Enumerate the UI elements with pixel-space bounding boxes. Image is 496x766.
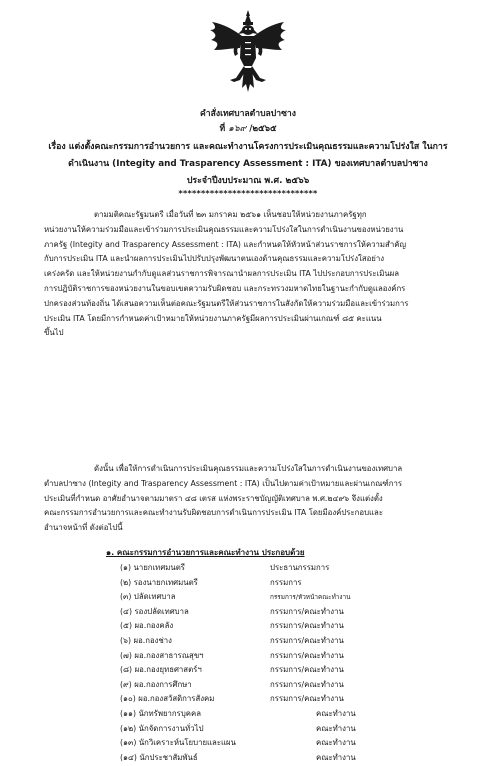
member-position: (๕) ผอ.กองคลัง <box>120 621 174 631</box>
order-number-year: /๒๕๖๕ <box>249 124 277 134</box>
committee-list <box>120 562 460 766</box>
member-role: กรรมการ <box>270 577 302 587</box>
member-position: (๑๒) นักจัดการงานทั่วไป <box>120 723 204 733</box>
list-item <box>120 679 460 694</box>
member-position: (๑๓) นักวิเคราะห์นโยบายและแผน <box>120 738 236 748</box>
member-role: กรรมการ/คณะทำงาน <box>270 635 344 645</box>
order-title: คำสั่งเทศบาลตำบลปาซาง <box>200 109 296 119</box>
member-role: คณะทำงาน <box>316 752 356 762</box>
member-role: คณะทำงาน <box>316 723 356 733</box>
member-position: (๔) รองปลัดเทศบาล <box>120 606 189 616</box>
list-item <box>120 664 460 679</box>
member-position: (๙) ผอ.กองการศึกษา <box>120 679 192 689</box>
member-position: (๘) ผอ.กองยุทธศาสตร์ฯ <box>120 665 202 675</box>
paragraph-line: ประเมินที่กำหนด อาศัยอำนาจตามมาตรา ๔๘ เตรส แห่งพระราชบัญญัติเทศบาล พ.ศ.๒๔๙๖ จึงแต่งตั้ง <box>44 493 383 503</box>
member-position: (๑๔) นักประชาสัมพันธ์ <box>120 752 198 762</box>
member-role: กรรมการ/คณะทำงาน <box>270 621 344 631</box>
paragraph-line: ขึ้นไป <box>44 328 64 338</box>
paragraph-line: กับการประเมิน ITA และนำผลการประเมินไปปรับปรุงพัฒนาตนเองด้านคุณธรรมและความโปร่งใสอย่าง <box>44 254 385 264</box>
member-position: (๒) รองนายกเทศมนตรี <box>120 577 198 587</box>
paragraph-line: ดังนั้น เพื่อให้การดำเนินการประเมินคุณธรรมและความโปร่งใสในการดำเนินงานของเทศบาล <box>94 464 403 473</box>
paragraph-line: ประเมิน ITA โดยมีการกำหนดค่าเป้าหมายให้หน่วยงานภาครัฐมีผลการประเมินผ่านเกณฑ์ ๘๕ คะแนน <box>44 313 382 323</box>
list-item <box>120 591 460 606</box>
paragraph-cabinet-resolution <box>44 208 464 341</box>
member-role: กรรมการ/คณะทำงาน <box>270 650 344 660</box>
paragraph-line: ตามมติคณะรัฐมนตรี เมื่อวันที่ ๒๓ มกราคม ๒๕๖๑ เห็นชอบให้หน่วยงานภาครัฐทุก <box>94 210 367 219</box>
member-position: (๓) ปลัดเทศบาล <box>120 592 176 602</box>
list-item <box>120 562 460 577</box>
member-role: กรรมการ/คณะทำงาน <box>270 694 344 704</box>
paragraph-line: คณะกรรมการอำนวยการและคณะทำงานรับผิดชอบการดำเนินการประเมิน ITA โดยมีองค์ประกอบและ <box>44 508 384 518</box>
order-number-handwritten: ๑๖๙ <box>228 124 247 134</box>
paragraph-line: การปฏิบัติราชการของหน่วยงานในขอบเขตความรับผิดชอบ และกระทรวงมหาดไทยในฐานะกำกับดูแลองค์กร <box>44 283 406 293</box>
list-item <box>120 737 460 752</box>
order-number <box>20 121 476 135</box>
member-role: กรรมการ/คณะทำงาน <box>270 606 344 616</box>
subject-line-3: ประจำปีงบประมาณ พ.ศ. ๒๕๖๖ <box>186 176 310 186</box>
order-number-prefix: ที่ <box>219 124 226 134</box>
paragraph-line: ตำบลปาซาง (Integity and Trasparency Assessment : ITA) เป็นไปตามค่าเป้าหมายและผ่านเกณฑ์การ <box>44 478 403 488</box>
member-role: คณะทำงาน <box>316 708 356 718</box>
list-item <box>120 650 460 665</box>
paragraph-appointment <box>44 462 464 536</box>
paragraph-line: หน่วยงานให้ความร่วมมือและเข้าร่วมการประเมินคุณธรรมและความโปร่งใสในการดำเนินงานของหน่วยงาน <box>44 224 404 234</box>
list-item <box>120 620 460 635</box>
list-item <box>120 723 460 738</box>
list-item <box>120 606 460 621</box>
member-position: (๖) ผอ.กองช่าง <box>120 635 172 645</box>
list-item <box>120 752 460 766</box>
subject-line-1: เรื่อง แต่งตั้งคณะกรรมการอำนวยการ และคณะทำงานโครงการประเมินคุณธรรมและความโปร่งใส ในการ <box>48 142 448 152</box>
paragraph-line: อำนาจหน้าที่ ดังต่อไปนี้ <box>44 523 123 533</box>
member-position: (๑๐) ผอ.กองสวัสดิการสังคม <box>120 694 215 704</box>
member-role: กรรมการ/คณะทำงาน <box>270 679 344 689</box>
list-item <box>120 708 460 723</box>
section-1-title: ๑. คณะกรรมการอำนวยการและคณะทำงาน ประกอบด้วย <box>106 548 305 557</box>
member-role: คณะทำงาน <box>316 738 356 748</box>
member-position: (๗) ผอ.กองสาธารณสุขฯ <box>120 650 204 660</box>
separator-stars: ******************************* <box>178 188 318 198</box>
paragraph-line: ปกครองส่วนท้องถิ่น ได้เสนอความเห็นต่อคณะรัฐมนตรีให้ส่วนราชการในสังกัดให้ความร่วมมือและเข้าร่วมการ <box>44 298 409 308</box>
member-role: ประธานกรรมการ <box>270 563 330 572</box>
member-role: กรรมการ/หัวหน้าคณะทำงาน <box>270 593 351 602</box>
member-position: (๑) นายกเทศมนตรี <box>120 563 185 572</box>
subject-line-2: ดำเนินงาน (Integity and Trasparency Assessment : ITA) ของเทศบาลตำบลปาซาง <box>68 159 428 169</box>
paragraph-line: เคร่งครัด และให้หน่วยงานกำกับดูแลส่วนราชการพิจารณานำผลการประเมิน ITA ไปประกอบการประเมินผล <box>44 269 400 279</box>
garuda-emblem-icon <box>208 8 288 94</box>
paragraph-line: ภาครัฐ (Integity and Trasparency Assessment : ITA) และกำหนดให้หัวหน้าส่วนราชการให้ความสำคัญ <box>44 239 407 249</box>
member-role: กรรมการ/คณะทำงาน <box>270 665 344 675</box>
member-position: (๑๑) นักทรัพยากรบุคคล <box>120 708 201 718</box>
list-item <box>120 635 460 650</box>
list-item <box>120 577 460 592</box>
list-item <box>120 693 460 708</box>
